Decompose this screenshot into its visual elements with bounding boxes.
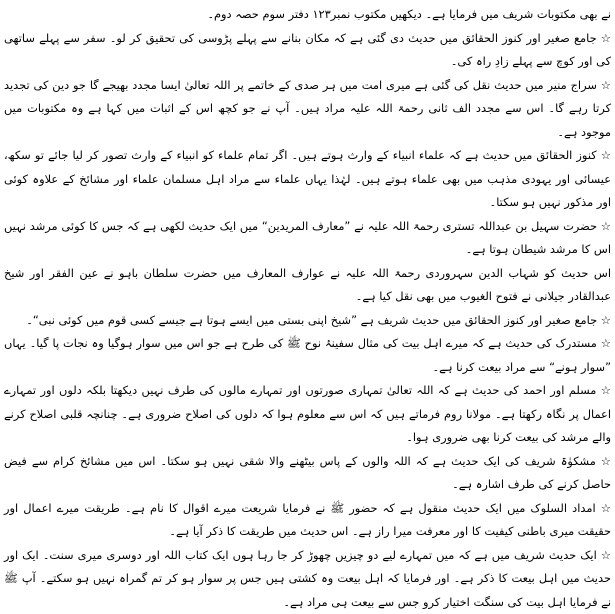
paragraph-tariqat-hadith: ☆ امداد السلوک میں ایک حدیث منقول ہے کہ حضور ﷺ نے فرمایا شریعت میرے اقوال کا نام ہے۔ طریقت میرے اعمال اور حقیقت میری باطنی کیفیت کا اور معرفت میرا راز ہے۔ اس حدیث میں طریقت کا ذکر آیا ہے۔ — [4, 497, 611, 544]
paragraph-maktubat-reference: نے بھی مکتوبات شریف میں فرمایا ہے۔ دیکھیں مکتوب نمبر۱۲۳ دفتر سوم حصہ دوم۔ — [4, 3, 611, 27]
paragraph-ahl-bayt-ship-hadith: ☆ مستدرک کی حدیث ہے کہ میرے اہل بیت کی مثال سفینۂ نوح ﷺ کی طرح ہے جو اس میں سوار ہوگیا وہ نجات پا گیا۔ یہاں ”سوار ہونے“ سے مراد بیعت کرنا ہے۔ — [4, 332, 611, 379]
paragraph-hearts-hadith: ☆ مسلم اور احمد کی حدیث ہے کہ اللہ تعالیٰ تمہاری صورتوں اور تمہارے مالوں کی طرف نہیں دیکھتا بلکہ دلوں اور تمہارے اعمال پر نگاہ رکھتا ہے۔ مولانا روم فرماتے ہیں کہ اس سے معلوم ہوا کہ دلوں کی اصلاح ضروری ہے۔ چنانچہ قلبی اصلاح کرنے والے مرشد کی بیعت کرنا بھی ضروری ہوا۔ — [4, 379, 611, 450]
paragraph-murshid-sources: اس حدیث کو شہاب الدین سہروردی رحمۃ اللہ علیہ نے عوارف المعارف میں حضرت سلطان باہو نے عین الفقر اور شیخ عبدالقادر جیلانی نے فتوح الغیوب میں بھی نقل کیا ہے۔ — [4, 262, 611, 309]
paragraph-shaykh-hadith: ☆ جامع صغیر اور کنوز الحقائق میں حدیث شریف ہے ”شیخ اپنی بستی میں ایسے ہوتا ہے جیسے کسی قوم میں کوئی نبی“۔ — [4, 309, 611, 333]
paragraph-mishkat-hadith: ☆ مشکوٰۃ شریف کی ایک حدیث ہے کہ اللہ والوں کے پاس بیٹھنے والا شقی نہیں ہو سکتا۔ اس میں مشائخ کرام سے فیض حاصل کرنے کی طرف اشارہ ہے۔ — [4, 450, 611, 497]
paragraph-mujaddid-hadith: ☆ سراج منیر میں حدیث نقل کی گئی ہے میری امت میں ہر صدی کے خاتمے پر اللہ تعالیٰ ایسا مجدد بھیجے گا جو دین کی تجدید کرتا رہے گا۔ اس سے مجدد الف ثانی رحمۃ اللہ علیہ مراد ہیں۔ آپ نے جو کچھ اس کے اثبات میں کہا ہے وہ مکتوبات میں موجود ہے۔ — [4, 74, 611, 145]
paragraph-two-things-hadith: ☆ ایک حدیث شریف میں ہے کہ میں تمہارے لیے دو چیزیں چھوڑ کر جا رہا ہوں ایک کتاب اللہ اور دوسری میری سنت۔ ایک اور حدیث میں اہل بیعت کا ذکر ہے۔ اور فرمایا کہ اہل بیعت وہ کشتی ہیں جس پر سوار ہو کر تم گمراہ نہیں ہو سکتے۔ آپ ﷺ نے فرمایا اہل بیت کی سنگت اختیار کرو جس سے بیعت ہی مراد ہے۔ — [4, 544, 611, 614]
paragraph-neighbor-hadith: ☆ جامع صغیر اور کنوز الحقائق میں حدیث دی گئی ہے کہ مکان بنانے سے پہلے پڑوسی کی تحقیق کر لو۔ سفر سے پہلے ساتھی کی اور کوچ سے پہلے زادِ راہ کی۔ — [4, 27, 611, 74]
paragraph-murshid-hadith: ☆ حضرت سہیل بن عبداللہ تستری رحمۃ اللہ علیہ نے ”معارف المریدین“ میں ایک حدیث لکھی ہے کہ جس کا کوئی مرشد نہیں اس کا مرشد شیطان ہوتا ہے۔ — [4, 215, 611, 262]
paragraph-ulama-heirs-hadith: ☆ کنوز الحقائق میں حدیث ہے کہ علماء انبیاء کے وارث ہوتے ہیں۔ اگر تمام علماء کو انبیاء کے وارث تصور کر لیا جائے تو سکھ، عیسائی اور یہودی مذہب میں بھی علماء ہوتے ہیں۔ لہٰذا یہاں علماء سے مراد اہل مسلمان علماء اور مشائخ کے علاوہ کوئی اور مذکور نہیں ہو سکتا۔ — [4, 144, 611, 215]
